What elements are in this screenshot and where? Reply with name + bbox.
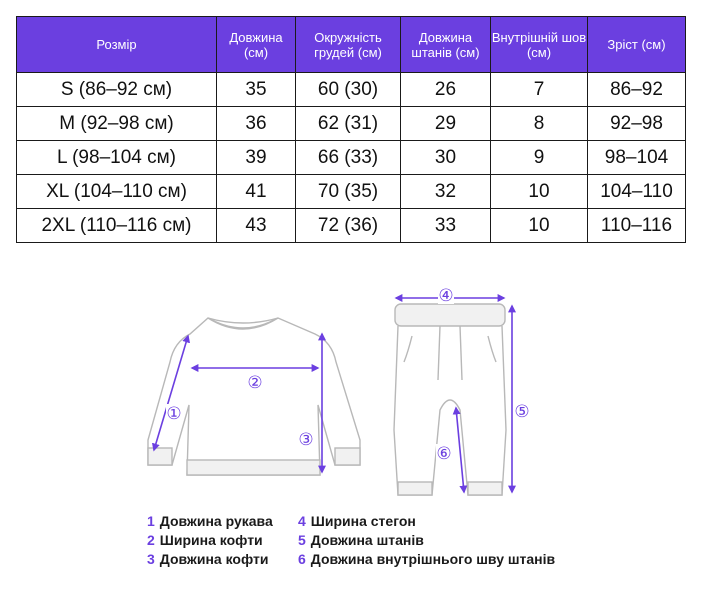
cell-height: 92–98 [588, 107, 686, 141]
marker-5: ⑤ [514, 402, 530, 422]
pants-measurement-lines [396, 298, 512, 492]
cell-chest: 70 (35) [296, 175, 401, 209]
legend-item: 2 Ширина кофти [147, 532, 263, 548]
cell-pants-length: 33 [401, 209, 491, 243]
legend-right [298, 512, 555, 569]
legend-left [147, 512, 273, 569]
legend-item: 5 Довжина штанів [298, 532, 424, 548]
header-height: Зріст (см) [588, 17, 686, 73]
cell-chest: 60 (30) [296, 73, 401, 107]
cell-inseam: 7 [491, 73, 588, 107]
header-inseam: Внутрішній шов (см) [491, 17, 588, 73]
cell-chest: 66 (33) [296, 141, 401, 175]
cell-length: 35 [217, 73, 296, 107]
cell-inseam: 9 [491, 141, 588, 175]
cell-size: 2XL (110–116 см) [17, 209, 217, 243]
marker-2: ② [247, 373, 263, 393]
header-size: Розмір [17, 17, 217, 73]
sweatshirt-measurement-lines [154, 334, 322, 472]
cell-size: XL (104–110 см) [17, 175, 217, 209]
cell-pants-length: 30 [401, 141, 491, 175]
cell-size: M (92–98 см) [17, 107, 217, 141]
legend-item: 3 Довжина кофти [147, 551, 269, 567]
table-header-row [17, 17, 686, 73]
header-pants-length: Довжина штанів (см) [401, 17, 491, 73]
cell-height: 110–116 [588, 209, 686, 243]
cell-size: S (86–92 см) [17, 73, 217, 107]
header-chest: Окружність грудей (см) [296, 17, 401, 73]
table-row [17, 73, 686, 107]
pants-illustration [394, 304, 506, 495]
legend-item: 6 Довжина внутрішнього шву штанів [298, 551, 556, 567]
cell-chest: 72 (36) [296, 209, 401, 243]
marker-4: ④ [438, 286, 454, 306]
table-row [17, 141, 686, 175]
marker-1: ① [166, 404, 182, 424]
cell-pants-length: 32 [401, 175, 491, 209]
size-table [16, 16, 686, 243]
cell-size: L (98–104 см) [17, 141, 217, 175]
cell-chest: 62 (31) [296, 107, 401, 141]
table-row [17, 209, 686, 243]
cell-length: 39 [217, 141, 296, 175]
cell-inseam: 8 [491, 107, 588, 141]
marker-3: ③ [298, 430, 314, 450]
cell-height: 98–104 [588, 141, 686, 175]
cell-height: 86–92 [588, 73, 686, 107]
cell-height: 104–110 [588, 175, 686, 209]
cell-pants-length: 29 [401, 107, 491, 141]
table-row [17, 175, 686, 209]
cell-pants-length: 26 [401, 73, 491, 107]
header-length: Довжина (см) [217, 17, 296, 73]
table-row [17, 107, 686, 141]
legend-item: 4 Ширина стегон [298, 513, 416, 529]
cell-inseam: 10 [491, 175, 588, 209]
marker-6: ⑥ [436, 444, 452, 464]
cell-length: 43 [217, 209, 296, 243]
cell-length: 41 [217, 175, 296, 209]
cell-length: 36 [217, 107, 296, 141]
cell-inseam: 10 [491, 209, 588, 243]
legend-item: 1 Довжина рукава [147, 513, 273, 529]
measurement-diagram [140, 280, 540, 510]
sweatshirt-illustration [148, 318, 360, 475]
